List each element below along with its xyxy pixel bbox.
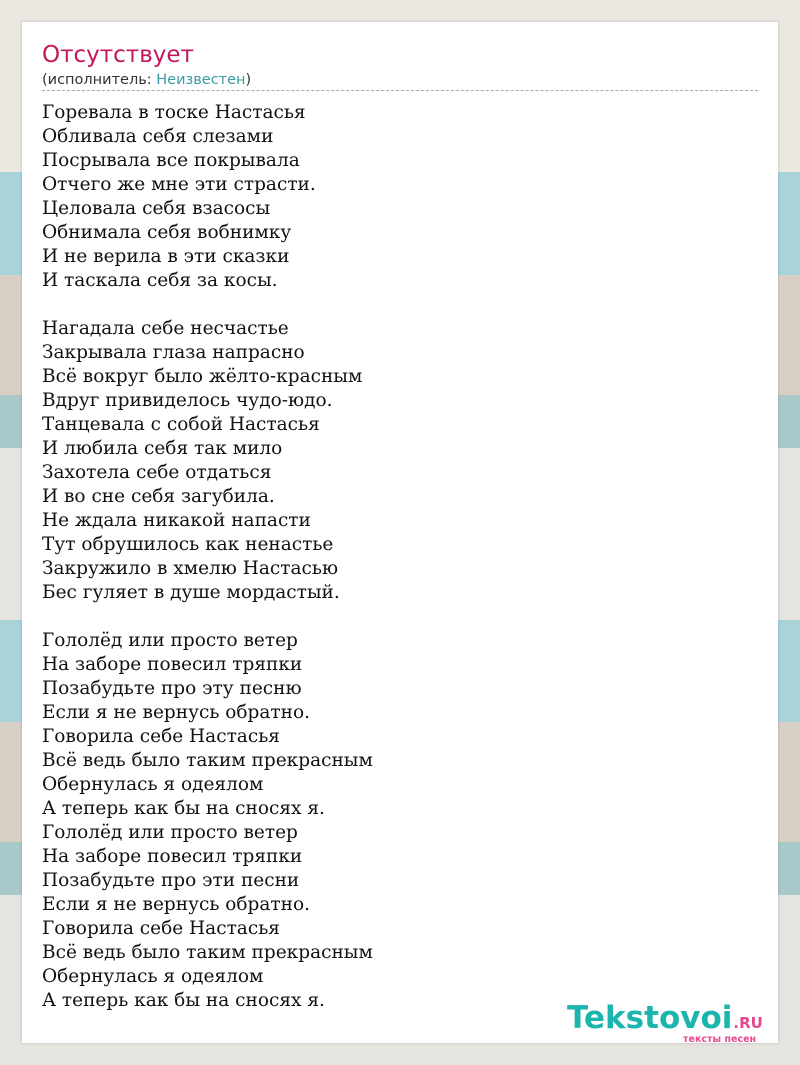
lyrics-line: Тут обрушилось как ненастье xyxy=(42,534,334,555)
lyrics-line: Обнимала себя вобнимку xyxy=(42,222,292,243)
lyrics-line: Если я не вернусь обратно. xyxy=(42,894,311,915)
lyrics-line: Нагадала себе несчастье xyxy=(42,318,289,339)
lyrics-line: Захотела себе отдаться xyxy=(42,462,272,483)
lyrics-line: А теперь как бы на сносях я. xyxy=(42,990,325,1011)
lyrics-line: Гололёд или просто ветер xyxy=(42,630,298,651)
lyrics-line: Если я не вернусь обратно. xyxy=(42,702,311,723)
artist-suffix: ) xyxy=(245,72,252,88)
lyrics-line: Всё ведь было таким прекрасным xyxy=(42,750,373,771)
lyrics-line: Закружило в хмелю Настасью xyxy=(42,558,339,579)
lyrics-line: А теперь как бы на сносях я. xyxy=(42,798,325,819)
lyrics-line: И таскала себя за косы. xyxy=(42,270,278,291)
lyrics-line: И любила себя так мило xyxy=(42,438,283,459)
logo-tld: .RU xyxy=(733,1014,763,1032)
logo-tagline: тексты песен xyxy=(683,1034,757,1045)
lyrics-line: Всё ведь было таким прекрасным xyxy=(42,942,373,963)
lyrics-line: Закрывала глаза напрасно xyxy=(42,342,305,363)
artist-link[interactable]: Неизвестен xyxy=(156,72,246,88)
lyrics-stanza xyxy=(42,629,758,1013)
lyrics-line: Посрывала все покрывала xyxy=(42,150,300,171)
lyrics-stanza xyxy=(42,101,758,293)
lyrics-line: Позабудьте про эту песню xyxy=(42,678,302,699)
lyrics-line: Гололёд или просто ветер xyxy=(42,822,298,843)
artist-line xyxy=(42,71,758,91)
lyrics-card xyxy=(22,22,778,1043)
lyrics-line: Всё вокруг было жёлто-красным xyxy=(42,366,363,387)
lyrics-line: Горевала в тоске Настасья xyxy=(42,102,306,123)
lyrics-line: Обернулась я одеялом xyxy=(42,966,264,987)
lyrics-line: Обернулась я одеялом xyxy=(42,774,264,795)
lyrics-line: И во сне себя загубила. xyxy=(42,486,275,507)
lyrics-line: Вдруг привиделось чудо-юдо. xyxy=(42,390,333,411)
lyrics-line: Танцевала с собой Настасья xyxy=(42,414,320,435)
lyrics-line: Не ждала никакой напасти xyxy=(42,510,311,531)
lyrics-line: Бес гуляет в душе мордастый. xyxy=(42,582,340,603)
lyrics-line: На заборе повесил тряпки xyxy=(42,846,303,867)
artist-prefix: (исполнитель: xyxy=(42,72,157,88)
site-logo[interactable] xyxy=(567,1000,777,1046)
lyrics-line: Отчего же мне эти страсти. xyxy=(42,174,316,195)
lyrics-line: Говорила себе Настасья xyxy=(42,726,280,747)
lyrics-line: Целовала себя взасосы xyxy=(42,198,271,219)
lyrics-line: Позабудьте про эти песни xyxy=(42,870,300,891)
lyrics-stanza xyxy=(42,317,758,605)
lyrics-line: И не верила в эти сказки xyxy=(42,246,290,267)
lyrics-text xyxy=(42,101,758,1013)
lyrics-line: Обливала себя слезами xyxy=(42,126,274,147)
logo-main-text: Tekstovoi xyxy=(567,1000,733,1036)
lyrics-line: На заборе повесил тряпки xyxy=(42,654,303,675)
song-title: Отсутствует xyxy=(42,42,194,68)
lyrics-line: Говорила себе Настасья xyxy=(42,918,280,939)
